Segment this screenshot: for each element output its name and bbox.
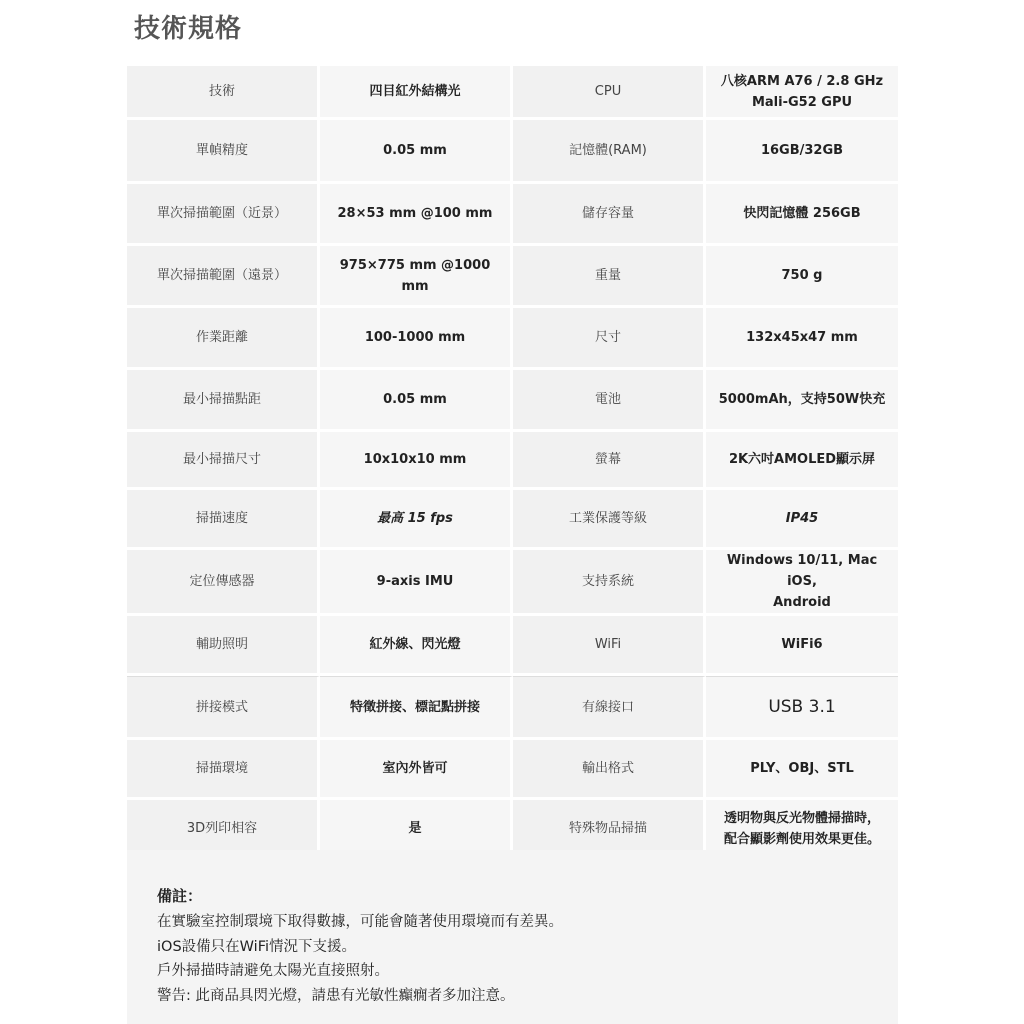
spec-value: 透明物與反光物體掃描時， 配合顯影劑使用效果更佳。 — [706, 800, 898, 860]
table-row — [127, 676, 898, 740]
spec-label: 螢幕 — [513, 432, 706, 490]
spec-label: 單幀精度 — [127, 120, 320, 184]
table-row — [127, 370, 898, 432]
spec-value: WiFi6 — [706, 616, 898, 676]
table-row — [127, 66, 898, 120]
spec-label: 記憶體(RAM) — [513, 120, 706, 184]
spec-value: 室內外皆可 — [320, 740, 513, 800]
spec-value: 750 g — [706, 246, 898, 308]
spec-label: 3D列印相容 — [127, 800, 320, 860]
spec-label: 掃描速度 — [127, 490, 320, 550]
table-row — [127, 550, 898, 616]
spec-label: 儲存容量 — [513, 184, 706, 246]
note-line: iOS設備只在WiFi情況下支援。 — [157, 938, 357, 955]
spec-value: 特徵拼接、標記點拼接 — [320, 676, 513, 740]
spec-value: 快閃記憶體 256GB — [706, 184, 898, 246]
spec-label: 定位傳感器 — [127, 550, 320, 616]
spec-label: 支持系統 — [513, 550, 706, 616]
spec-value: 132x45x47 mm — [706, 308, 898, 370]
spec-value: IP45 — [706, 490, 898, 550]
table-row — [127, 740, 898, 800]
spec-value: 紅外線、閃光燈 — [320, 616, 513, 676]
spec-value: 100-1000 mm — [320, 308, 513, 370]
table-row — [127, 246, 898, 308]
spec-value: USB 3.1 — [706, 676, 898, 740]
spec-value: PLY、OBJ、STL — [706, 740, 898, 800]
spec-table — [127, 66, 898, 860]
spec-label: 輸出格式 — [513, 740, 706, 800]
note-line: 警告: 此商品具閃光燈，請患有光敏性癲癇者多加注意。 — [157, 987, 515, 1004]
spec-value: 四目紅外結構光 — [320, 66, 513, 120]
spec-value: 9-axis IMU — [320, 550, 513, 616]
table-row — [127, 490, 898, 550]
notes-title: 備註： — [157, 887, 203, 905]
spec-label: 尺寸 — [513, 308, 706, 370]
table-row — [127, 616, 898, 676]
spec-value: 10x10x10 mm — [320, 432, 513, 490]
spec-value: 0.05 mm — [320, 370, 513, 432]
spec-value: 16GB/32GB — [706, 120, 898, 184]
table-row — [127, 432, 898, 490]
spec-label: 掃描環境 — [127, 740, 320, 800]
spec-value: 八核ARM A76 / 2.8 GHz Mali-G52 GPU — [706, 66, 898, 120]
spec-label: 輔助照明 — [127, 616, 320, 676]
spec-label: CPU — [513, 66, 706, 120]
page-title: 技術規格 — [134, 14, 243, 44]
table-row — [127, 120, 898, 184]
spec-value: 5000mAh，支持50W快充 — [706, 370, 898, 432]
spec-label: 單次掃描範圍（近景） — [127, 184, 320, 246]
spec-value: Windows 10/11, Mac iOS, Android — [706, 550, 898, 616]
spec-label: 特殊物品掃描 — [513, 800, 706, 860]
notes-box — [127, 850, 898, 1024]
spec-label: 最小掃描尺寸 — [127, 432, 320, 490]
spec-label: 拼接模式 — [127, 676, 320, 740]
spec-value: 0.05 mm — [320, 120, 513, 184]
spec-label: 單次掃描範圍（遠景） — [127, 246, 320, 308]
spec-label: 最小掃描點距 — [127, 370, 320, 432]
spec-value: 是 — [320, 800, 513, 860]
spec-label: WiFi — [513, 616, 706, 676]
note-line: 戶外掃描時請避免太陽光直接照射。 — [157, 963, 389, 979]
note-line: 在實驗室控制環境下取得數據，可能會隨著使用環境而有差異。 — [157, 914, 563, 930]
spec-value: 28×53 mm @100 mm — [320, 184, 513, 246]
spec-label: 電池 — [513, 370, 706, 432]
spec-label: 工業保護等級 — [513, 490, 706, 550]
spec-label: 重量 — [513, 246, 706, 308]
spec-label: 有線接口 — [513, 676, 706, 740]
spec-value: 最高 15 fps — [320, 490, 513, 550]
spec-label: 作業距離 — [127, 308, 320, 370]
spec-value: 2K六吋AMOLED顯示屏 — [706, 432, 898, 490]
table-row — [127, 184, 898, 246]
spec-label: 技術 — [127, 66, 320, 120]
table-row — [127, 308, 898, 370]
spec-value: 975×775 mm @1000 mm — [320, 246, 513, 308]
